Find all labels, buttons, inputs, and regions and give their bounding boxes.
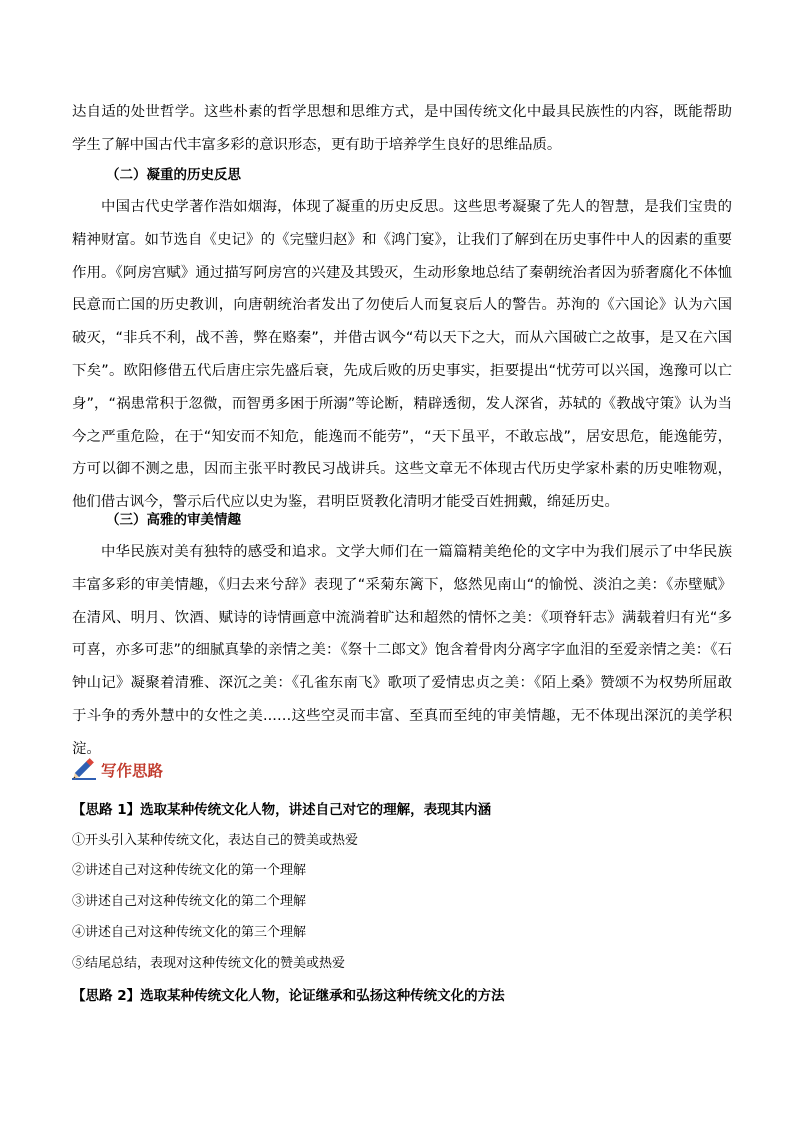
heading-historical-reflection: （二）凝重的历史反思: [106, 167, 241, 183]
writing-ideas-title-text: 写作思路: [101, 762, 164, 780]
paragraph-aesthetic-taste: 中华民族对美有独特的感受和追求。文学大师们在一篇篇精美绝伦的文字中为我们展示了中华民族丰富多彩的审美情趣，《归去来兮辞》表现了“采菊东篱下，悠然见南山“的愉悦、淡泊之美：《赤壁赋》在清风、明月、饮酒、赋诗的诗情画意中流淌着旷达和超然的情怀之美：《项脊轩志》满载着归有光“多可喜，亦多可悲”的细腻真挚的亲情之美：《祭十二郎文》饱含着骨肉分离字字血泪的至爱亲情之美：《石钟山记》凝聚着清雅、深沉之美：《孔雀东南飞》歌项了爱情忠贞之美：《陌上桑》赞颂不为权势所屈敢于斗争的秀外慧中的女性之美..….这些空灵而丰富、至真而至纯的审美情趣，无不体现出深沉的美学积淀。: [72, 544, 732, 757]
idea-2: 【思路 2】选取某种传统文化人物，论证继承和弘扬这种传统文化的方法: [72, 988, 505, 1004]
idea-step-5: ⑤结尾总结，表现对这种传统文化的赞美或热爱: [72, 956, 346, 971]
idea-step-1: ①开头引入某种传统文化，表达自己的赞美或热爱: [72, 833, 359, 848]
idea-1: 【思路 1】选取某种传统文化人物，讲述自己对它的理解，表现其内涵: [72, 802, 492, 818]
paragraph-historical-reflection: 中国古代史学著作浩如烟海，体现了凝重的历史反思。这些思考凝聚了先人的智慧，是我们宝贵的精神财富。如节选自《史记》的《完璧归赵》和《鸿门宴》，让我们了解到在历史事件中人的因素的重要作用。《阿房宫赋》通过描写阿房宫的兴建及其毁灭，生动形象地总结了秦朝统治者因为骄奢腐化不体恤民意而亡国的历史教训，向唐朝统治者发出了勿使后人而复哀后人的警告。苏洵的《六国论》认为六国破灭，“非兵不利，战不善，弊在赂秦”，并借古讽今“苟以天下之大，而从六国破亡之故事，是又在六国下矣”。欧阳修借五代后唐庄宗先盛后衰，先成后败的历史事实，拒要提出“忧劳可以兴国，逸豫可以亡身”，“祸患常积于忽微，而智勇多困于所溺”等论断，精辟透彻，发人深省，苏轼的《教战守策》认为当今之严重危险，在于“知安而不知危，能逸而不能劳”，“天下虽平，不敢忘战”，居安思危，能逸能劳，方可以御不测之患，因而主张平时教民习战讲兵。这些文章无不体现古代历史学家朴素的历史唯物观，他们借古讽今，警示后代应以史为鉴，君明臣贤教化清明才能受百姓拥戴，绵延历史。: [72, 199, 732, 511]
paragraph-philosophy-end: 达自适的处世哲学。这些朴素的哲学思想和思维方式，是中国传统文化中最具民族性的内容，既能帮助学生了解中国古代丰富多彩的意识形态，更有助于培养学生良好的思维品质。: [72, 104, 732, 153]
idea-step-3: ③讲述自己对这种传统文化的第二个理解: [72, 894, 307, 909]
writing-ideas-title: [70, 755, 163, 781]
heading-aesthetic-taste: （三）高雅的审美情趣: [106, 512, 241, 528]
idea-step-2: ②讲述自己对这种传统文化的第一个理解: [72, 863, 307, 878]
pencil-icon: [70, 755, 100, 781]
idea-step-4: ④讲述自己对这种传统文化的第三个理解: [72, 925, 307, 940]
